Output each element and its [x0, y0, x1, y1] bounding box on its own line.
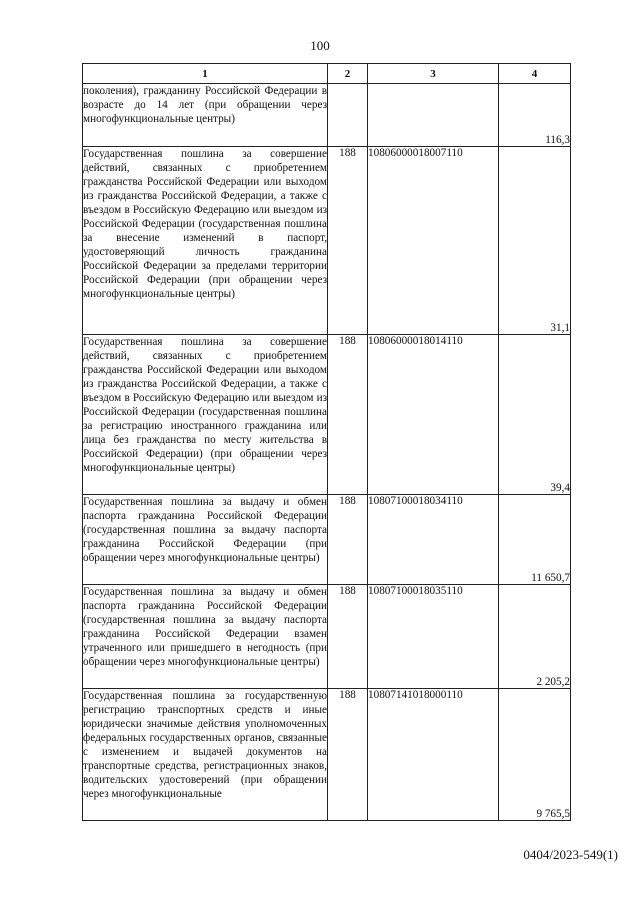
row-admin-code — [328, 84, 368, 147]
row-description: поколения), гражданину Российской Федерации в возрасте до 14 лет (при обращении через многофункциональные центры) — [83, 84, 328, 147]
document-footer-code: 0404/2023-549(1) — [523, 847, 618, 862]
table-row — [83, 689, 571, 821]
row-amount: 11 650,7 — [499, 495, 571, 585]
table-row — [83, 585, 571, 689]
row-amount: 9 765,5 — [499, 689, 571, 821]
row-description: Государственная пошлина за выдачу и обмен паспорта гражданина Российской Федерации (государственная пошлина за выдачу паспорта гражданина Российской Федерации взамен утраченного или пришедшего в негодность (при обращении через многофункциональные центры) — [83, 585, 328, 689]
row-kbk: 10807141018000110 — [368, 689, 499, 821]
row-kbk: 10806000018014110 — [368, 335, 499, 495]
row-admin-code: 188 — [328, 585, 368, 689]
row-kbk: 10807100018034110 — [368, 495, 499, 585]
row-admin-code: 188 — [328, 689, 368, 821]
budget-revenue-table — [82, 63, 571, 821]
row-admin-code: 188 — [328, 495, 368, 585]
row-kbk: 10807100018035110 — [368, 585, 499, 689]
row-kbk: 10806000018007110 — [368, 147, 499, 335]
row-kbk — [368, 84, 499, 147]
table-row — [83, 335, 571, 495]
row-admin-code: 188 — [328, 335, 368, 495]
column-header-amount: 4 — [499, 64, 571, 84]
row-description: Государственная пошлина за совершение действий, связанных с приобретением гражданства Российской Федерации или выходом из гражданства Российской Федерации, а также с въездом в Российскую Федерацию или выездом из Российской Федерации (государственная пошлина за внесение изменений в паспорт, удостоверяющий личность гражданина Российской Федерации за пределами территории Российской Федерации (при обращении через многофункциональные центры) — [83, 147, 328, 335]
table-row — [83, 84, 571, 147]
row-admin-code: 188 — [328, 147, 368, 335]
column-header-description: 1 — [83, 64, 328, 84]
column-header-admin-code: 2 — [328, 64, 368, 84]
column-header-kbk: 3 — [368, 64, 499, 84]
table-row — [83, 147, 571, 335]
table-header-row — [83, 64, 571, 84]
row-amount: 2 205,2 — [499, 585, 571, 689]
row-amount: 39,4 — [499, 335, 571, 495]
row-amount: 31,1 — [499, 147, 571, 335]
row-description: Государственная пошлина за совершение действий, связанных с приобретением гражданства Российской Федерации или выходом из гражданства Российской Федерации, а также с въездом в Российскую Федерацию или выездом из Российской Федерации (государственная пошлина за регистрацию иностранного гражданина или лица без гражданства по месту жительства в Российской Федерации) (при обращении через многофункциональные центры) — [83, 335, 328, 495]
row-amount: 116,3 — [499, 84, 571, 147]
row-description: Государственная пошлина за государственную регистрацию транспортных средств и иные юридически значимые действия уполномоченных федеральных государственных органов, связанные с изменением и выдачей документов на транспортные средства, регистрационных знаков, водительских удостоверений (при обращении через многофункциональные — [83, 689, 328, 821]
table-row — [83, 495, 571, 585]
page-number: 100 — [310, 38, 330, 53]
row-description: Государственная пошлина за выдачу и обмен паспорта гражданина Российской Федерации (государственная пошлина за выдачу паспорта гражданина Российской Федерации (при обращении через многофункциональные центры) — [83, 495, 328, 585]
